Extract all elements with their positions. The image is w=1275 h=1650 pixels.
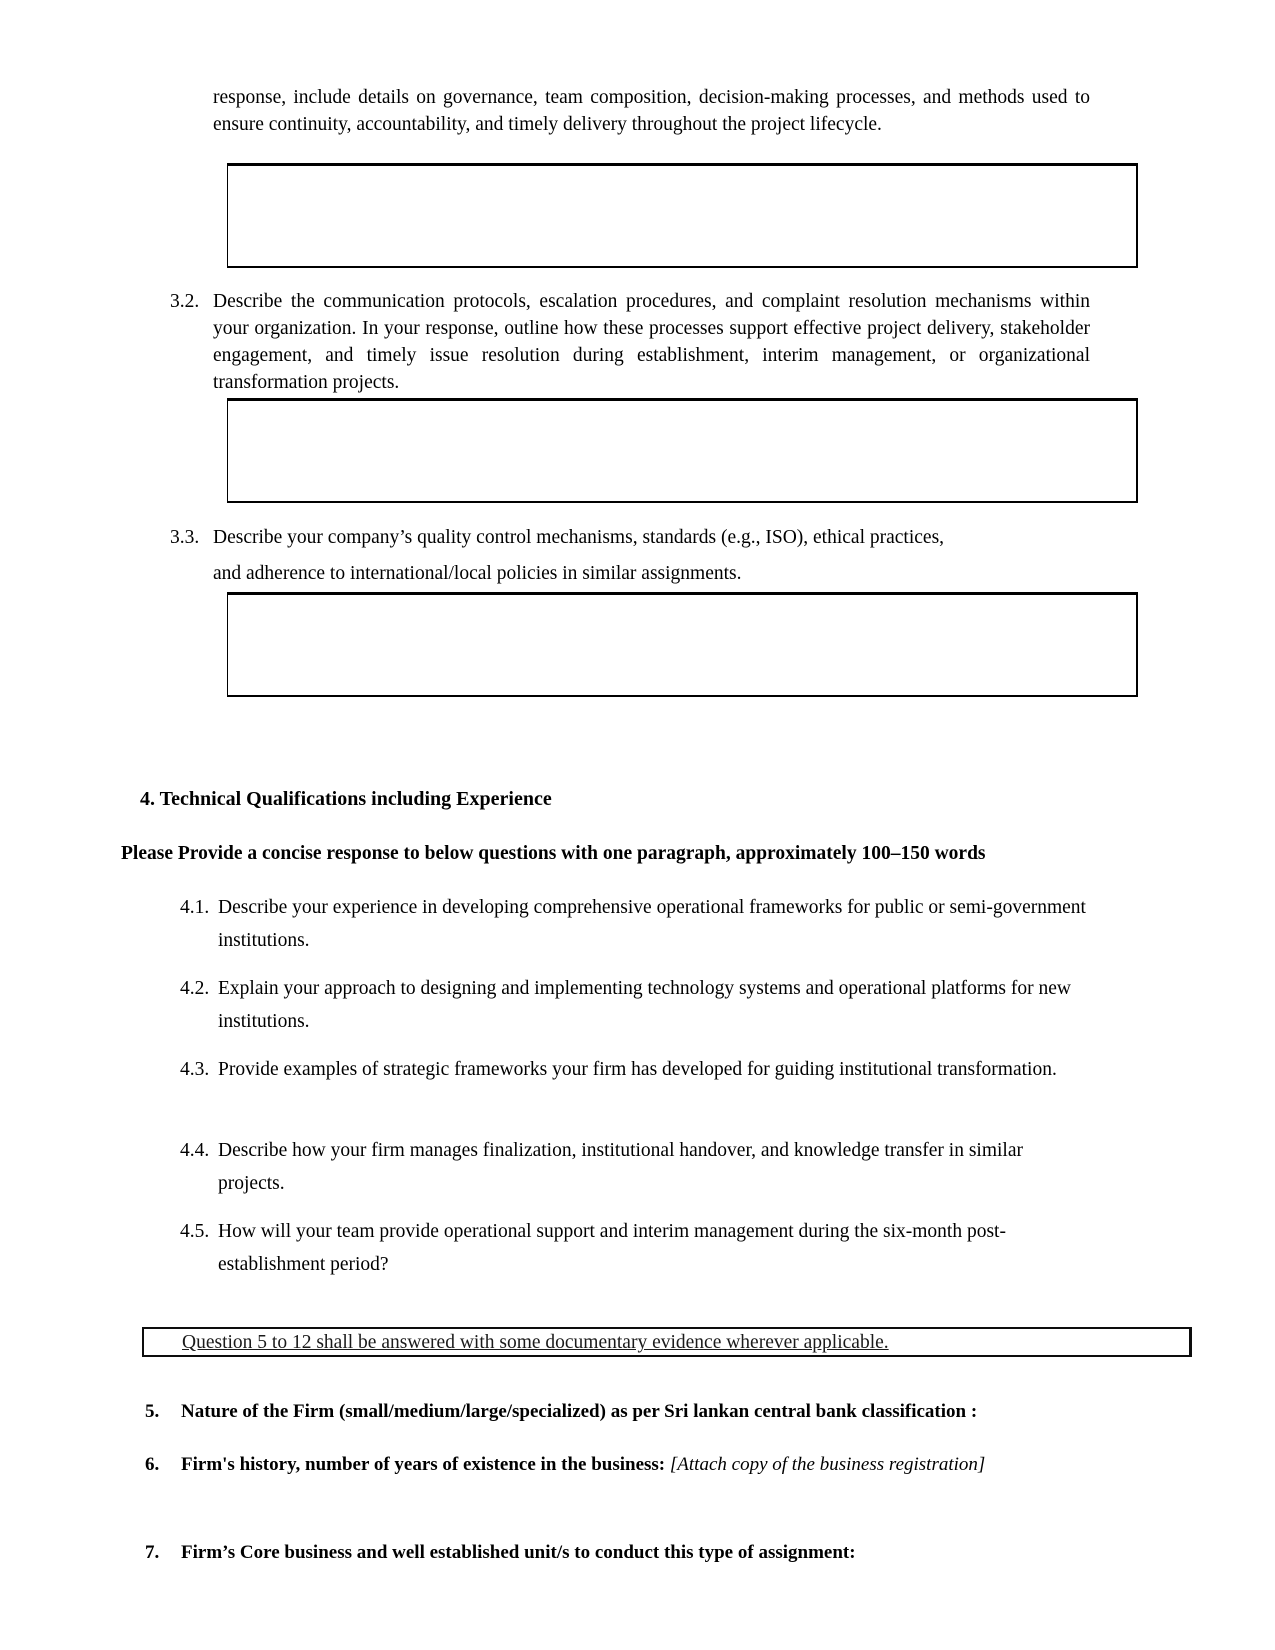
question-4-2 [180,972,1088,1038]
question-4-5-text: How will your team provide operational support and interim management during the six-month post-establishment period? [218,1221,1006,1275]
section-4-heading: 4. Technical Qualifications including Experience [140,788,552,810]
question-4-5 [180,1215,1088,1281]
question-3-3 [170,520,955,592]
question-4-1-text: Describe your experience in developing comprehensive operational frameworks for public or semi-government institutions. [218,897,1086,951]
question-4-4-text: Describe how your firm manages finalization, institutional handover, and knowledge transfer in similar projects. [218,1140,1023,1194]
question-4-3 [180,1053,1088,1086]
question-4-1 [180,891,1088,957]
notice-text: Question 5 to 12 shall be answered with some documentary evidence wherever applicable. [182,1332,889,1353]
question-4-1-number: 4.1. [180,897,210,918]
question-5-text: Nature of the Firm (small/medium/large/specialized) as per Sri lankan central bank classification : [181,1401,978,1422]
answer-box-3-2[interactable] [227,398,1138,503]
question-4-2-number: 4.2. [180,978,210,999]
question-7 [145,1536,1146,1569]
question-4-3-text: Provide examples of strategic frameworks your firm has developed for guiding institutional transformation. [218,1059,1057,1080]
notice-box [142,1327,1192,1357]
answer-box-3-1[interactable] [227,163,1138,268]
question-7-text: Firm’s Core business and well established unit/s to conduct this type of assignment: [181,1542,856,1563]
question-3-3-number: 3.3. [170,527,200,548]
question-6-attachment-note: [Attach copy of the business registration] [669,1454,986,1475]
question-3-3-text: Describe your company’s quality control mechanisms, standards (e.g., ISO), ethical practices, and adherence to international/local policies in similar assignments. [213,527,945,584]
question-3-2-number: 3.2. [170,291,200,312]
question-5-number: 5. [145,1401,160,1422]
question-5 [145,1395,1146,1428]
question-4-3-number: 4.3. [180,1059,210,1080]
section-4-instruction: Please Provide a concise response to below questions with one paragraph, approximately 100–150 words [121,843,986,864]
question-3-2-text: Describe the communication protocols, escalation procedures, and complaint resolution mechanisms within your organization. In your response, outline how these processes support effective project delivery, stakeholder engagement, and timely issue resolution during establishment, interim management, or organizational transformation projects. [213,291,1090,393]
question-4-2-text: Explain your approach to designing and implementing technology systems and operational platforms for new institutions. [218,978,1071,1032]
question-7-number: 7. [145,1542,160,1563]
question-4-5-number: 4.5. [180,1221,210,1242]
answer-box-3-3[interactable] [227,592,1138,697]
question-6-text: Firm's history, number of years of existence in the business: [181,1454,670,1475]
question-4-4-number: 4.4. [180,1140,210,1161]
intro-paragraph: response, include details on governance, team composition, decision-making processes, and methods used to ensure continuity, accountability, and timely delivery throughout the project lifecycle. [213,87,1090,135]
question-4-4 [180,1134,1088,1200]
question-3-2 [170,288,1090,396]
question-6-number: 6. [145,1454,160,1475]
question-6 [145,1448,1146,1481]
